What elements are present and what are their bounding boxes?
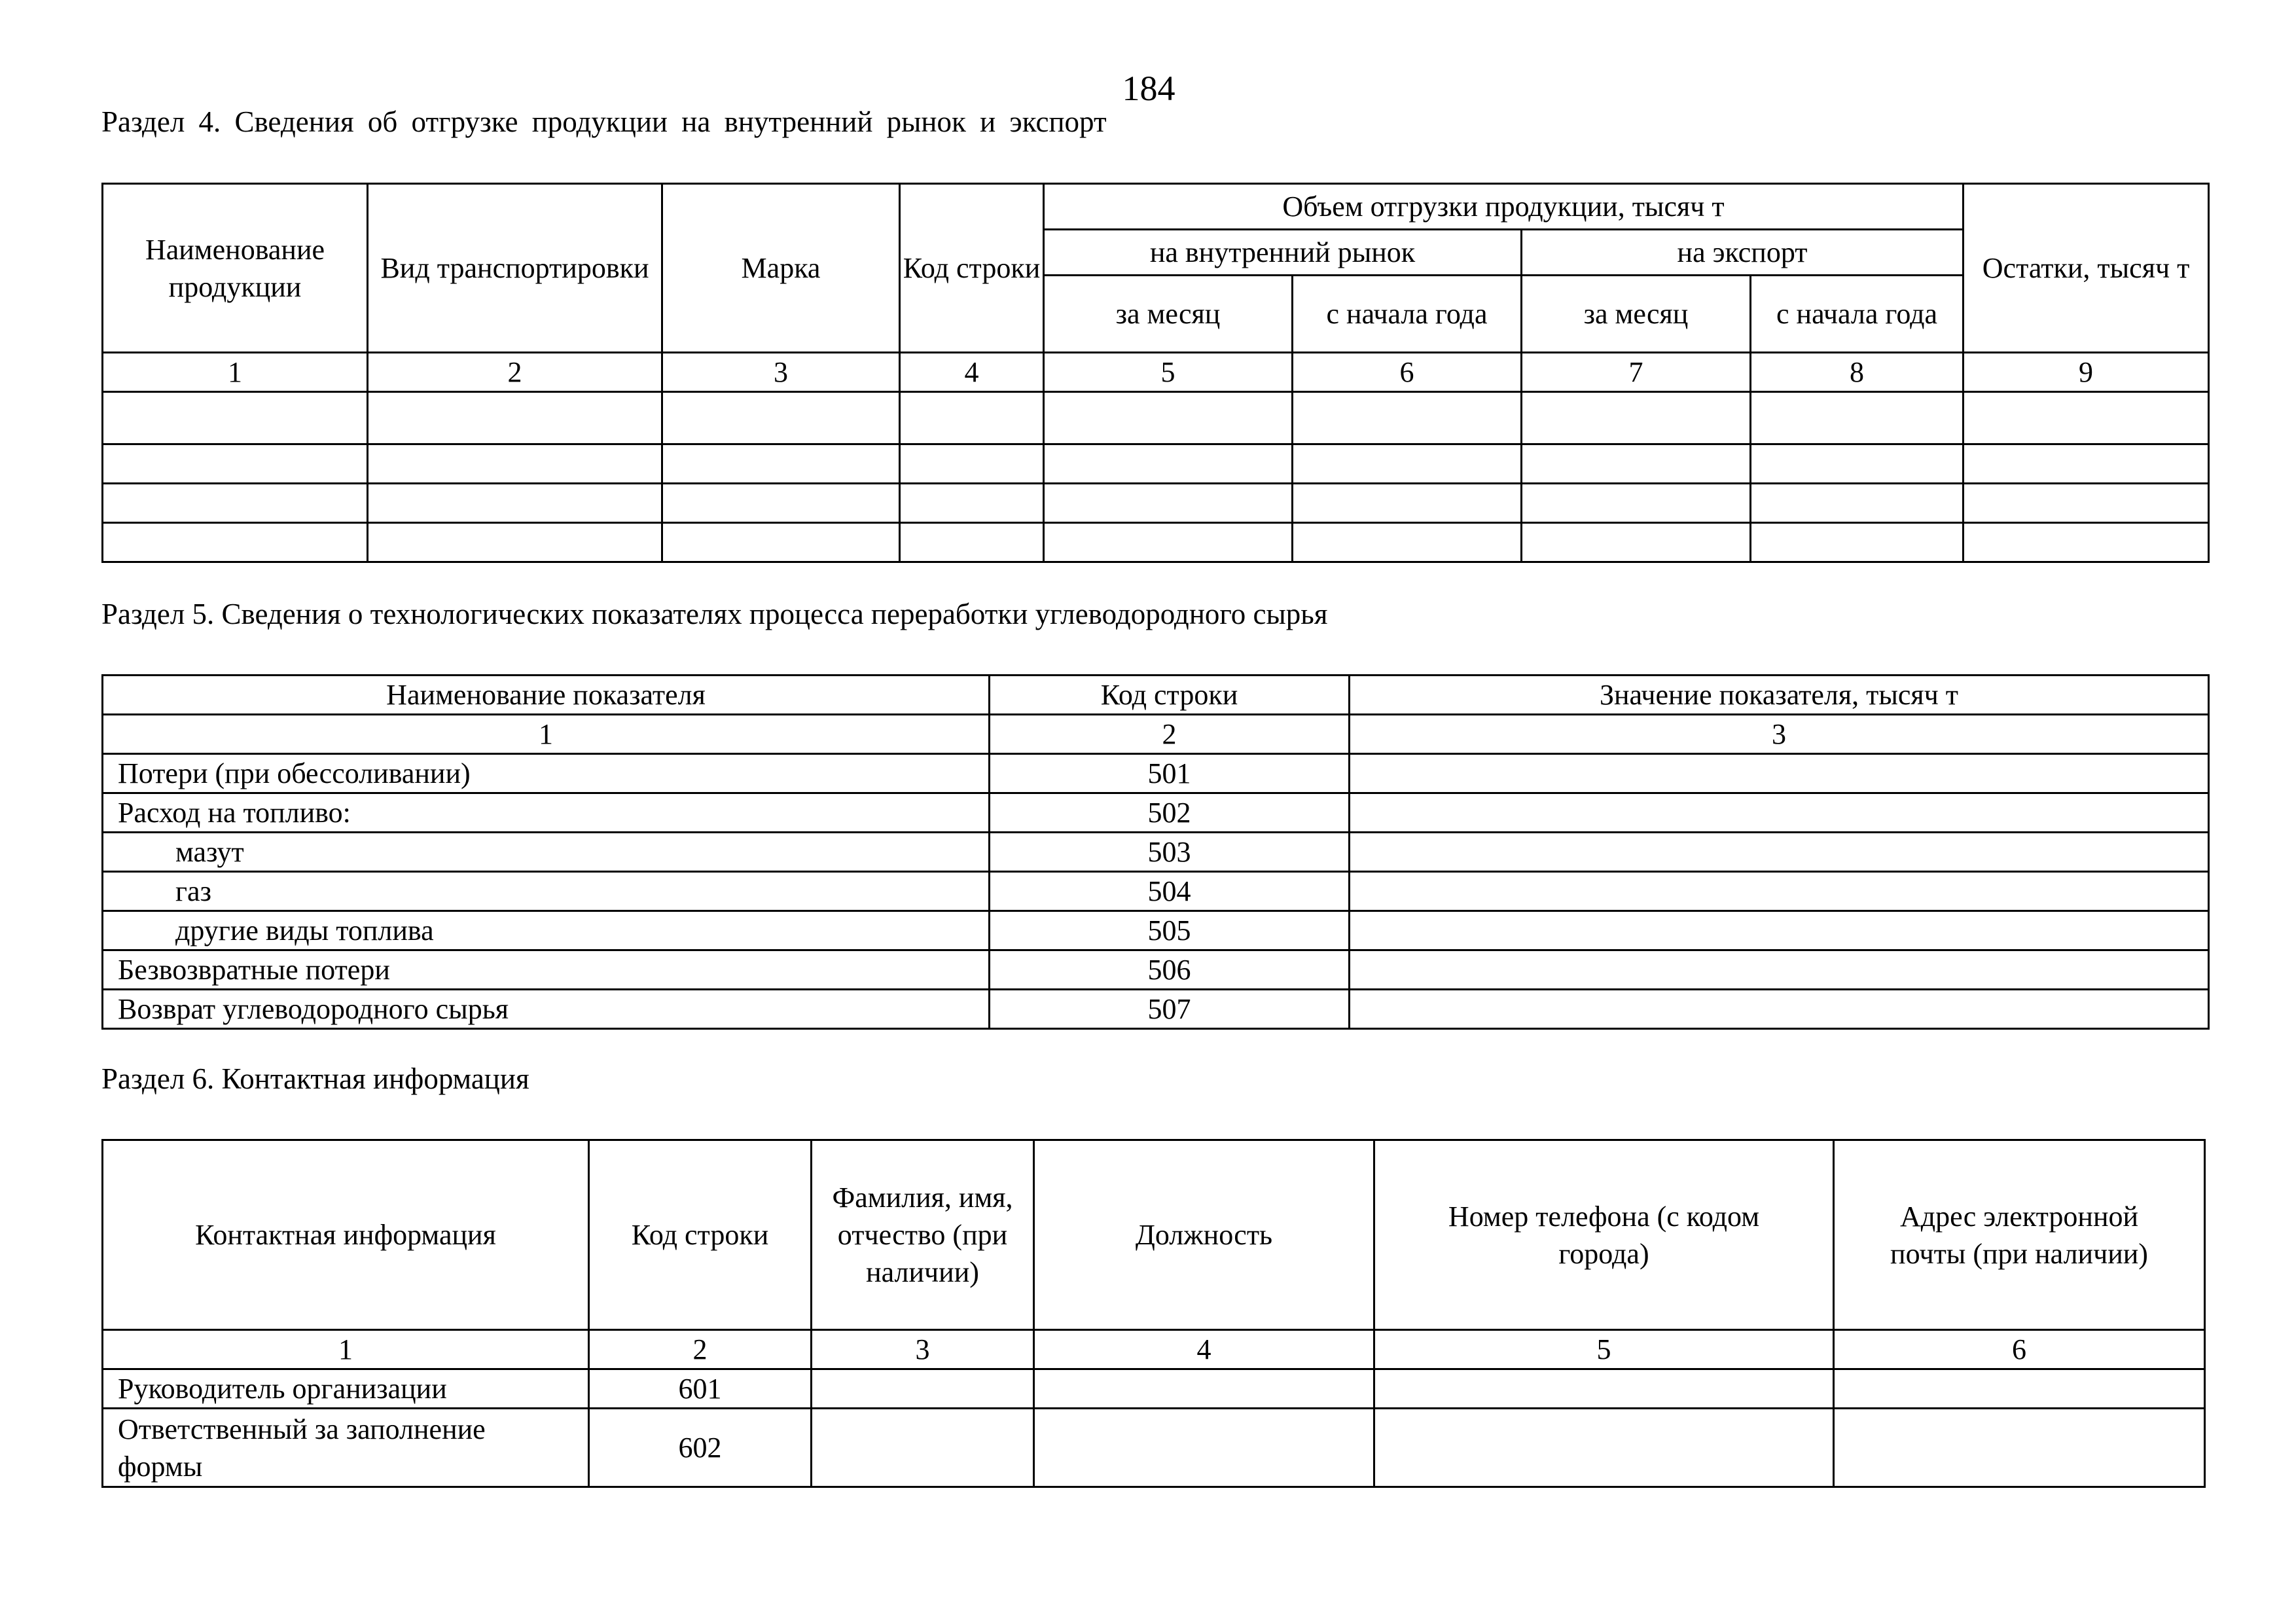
input-cell[interactable]: [1522, 523, 1751, 562]
header-balance: Остатки, тысяч т: [1964, 184, 2209, 353]
header-email: Адрес электронной почты (при наличии): [1834, 1140, 2205, 1330]
input-cell[interactable]: [1522, 484, 1751, 523]
section6-table: [101, 1139, 2206, 1488]
column-number: 3: [1350, 715, 2209, 754]
input-cell[interactable]: [1293, 484, 1522, 523]
input-cell[interactable]: [1044, 392, 1293, 444]
section5-title: Раздел 5. Сведения о технологических показателях процесса переработки углеводородного сырья: [101, 598, 1328, 630]
contact-role: Руководитель организации: [103, 1369, 589, 1409]
value-cell[interactable]: [1350, 950, 2209, 990]
input-cell[interactable]: [1834, 1409, 2205, 1487]
input-cell[interactable]: [368, 444, 662, 484]
input-cell[interactable]: [1751, 392, 1964, 444]
row-code: 602: [589, 1409, 812, 1487]
input-cell[interactable]: [1293, 523, 1522, 562]
indicator-name: мазут: [103, 833, 990, 872]
column-number: 2: [990, 715, 1350, 754]
header-domestic-month: за месяц: [1044, 276, 1293, 353]
table-row: [103, 1409, 2205, 1487]
input-cell[interactable]: [1751, 523, 1964, 562]
input-cell[interactable]: [1293, 444, 1522, 484]
column-number: 7: [1522, 353, 1751, 392]
section5-table: [101, 674, 2210, 1030]
input-cell[interactable]: [1964, 523, 2209, 562]
input-cell[interactable]: [368, 392, 662, 444]
header-domestic-ytd: с начала года: [1293, 276, 1522, 353]
input-cell[interactable]: [1374, 1369, 1834, 1409]
input-cell[interactable]: [368, 523, 662, 562]
section6-title: Раздел 6. Контактная информация: [101, 1062, 529, 1095]
column-number: 2: [368, 353, 662, 392]
input-cell[interactable]: [1374, 1409, 1834, 1487]
input-cell[interactable]: [103, 444, 368, 484]
row-code: 504: [990, 872, 1350, 911]
table-row: [103, 754, 2209, 793]
section4-title: Раздел 4. Сведения об отгрузке продукции на внутренний рынок и экспорт: [101, 105, 1107, 138]
table-row: [103, 911, 2209, 950]
table-row: [103, 1369, 2205, 1409]
column-number: 1: [103, 353, 368, 392]
header-product-name: Наименование продукции: [103, 184, 368, 353]
header-row-code: Код строки: [990, 676, 1350, 715]
input-cell[interactable]: [900, 484, 1044, 523]
row-code: 507: [990, 990, 1350, 1029]
indicator-name: другие виды топлива: [103, 911, 990, 950]
input-cell[interactable]: [900, 392, 1044, 444]
header-indicator-name: Наименование показателя: [103, 676, 990, 715]
input-cell[interactable]: [1034, 1409, 1374, 1487]
indicator-name: газ: [103, 872, 990, 911]
indicator-name: Расход на топливо:: [103, 793, 990, 833]
table-row: [103, 872, 2209, 911]
value-cell[interactable]: [1350, 793, 2209, 833]
column-number: 1: [103, 1330, 589, 1369]
header-contact-info: Контактная информация: [103, 1140, 589, 1330]
header-transport-type: Вид транспортировки: [368, 184, 662, 353]
column-number-row: [103, 1330, 2205, 1369]
value-cell[interactable]: [1350, 833, 2209, 872]
value-cell[interactable]: [1350, 872, 2209, 911]
column-number: 6: [1834, 1330, 2205, 1369]
indicator-name: Потери (при обессоливании): [103, 754, 990, 793]
input-cell[interactable]: [900, 444, 1044, 484]
header-indicator-value: Значение показателя, тысяч т: [1350, 676, 2209, 715]
indicator-name: Безвозвратные потери: [103, 950, 990, 990]
input-cell[interactable]: [662, 484, 900, 523]
input-cell[interactable]: [103, 484, 368, 523]
header-phone: Номер телефона (с кодом города): [1374, 1140, 1834, 1330]
table-row: [103, 833, 2209, 872]
table-row: [103, 484, 2209, 523]
column-number: 4: [900, 353, 1044, 392]
column-number-row: [103, 353, 2209, 392]
contact-role: Ответственный за заполнение формы: [103, 1409, 589, 1487]
row-code: 505: [990, 911, 1350, 950]
input-cell[interactable]: [368, 484, 662, 523]
page-number: 184: [1122, 69, 1175, 108]
input-cell[interactable]: [1044, 523, 1293, 562]
input-cell[interactable]: [812, 1409, 1034, 1487]
input-cell[interactable]: [1522, 392, 1751, 444]
table-row: [103, 793, 2209, 833]
column-number: 5: [1044, 353, 1293, 392]
column-number: 1: [103, 715, 990, 754]
header-position: Должность: [1034, 1140, 1374, 1330]
input-cell[interactable]: [1964, 444, 2209, 484]
table-row: [103, 444, 2209, 484]
header-shipment-volume: Объем отгрузки продукции, тысяч т: [1044, 184, 1964, 230]
input-cell[interactable]: [1964, 484, 2209, 523]
value-cell[interactable]: [1350, 990, 2209, 1029]
header-export: на экспорт: [1522, 230, 1964, 276]
table-row: [103, 523, 2209, 562]
indicator-name: Возврат углеводородного сырья: [103, 990, 990, 1029]
input-cell[interactable]: [1293, 392, 1522, 444]
input-cell[interactable]: [1044, 444, 1293, 484]
header-brand: Марка: [662, 184, 900, 353]
input-cell[interactable]: [103, 392, 368, 444]
header-full-name: Фамилия, имя, отчество (при наличии): [812, 1140, 1034, 1330]
input-cell[interactable]: [1751, 444, 1964, 484]
column-number: 8: [1751, 353, 1964, 392]
column-number: 5: [1374, 1330, 1834, 1369]
header-row-code: Код строки: [900, 184, 1044, 353]
section4-table: [101, 183, 2210, 563]
row-code: 506: [990, 950, 1350, 990]
header-domestic-market: на внутренний рынок: [1044, 230, 1522, 276]
input-cell[interactable]: [662, 444, 900, 484]
input-cell[interactable]: [1834, 1369, 2205, 1409]
column-number: 2: [589, 1330, 812, 1369]
row-code: 601: [589, 1369, 812, 1409]
input-cell[interactable]: [812, 1369, 1034, 1409]
column-number: 3: [812, 1330, 1034, 1369]
column-number: 6: [1293, 353, 1522, 392]
row-code: 501: [990, 754, 1350, 793]
input-cell[interactable]: [1751, 484, 1964, 523]
column-number: 4: [1034, 1330, 1374, 1369]
input-cell[interactable]: [1034, 1369, 1374, 1409]
input-cell[interactable]: [662, 392, 900, 444]
input-cell[interactable]: [1044, 484, 1293, 523]
input-cell[interactable]: [900, 523, 1044, 562]
column-number: 9: [1964, 353, 2209, 392]
header-export-ytd: с начала года: [1751, 276, 1964, 353]
value-cell[interactable]: [1350, 754, 2209, 793]
header-row-code: Код строки: [589, 1140, 812, 1330]
input-cell[interactable]: [662, 523, 900, 562]
table-row: [103, 950, 2209, 990]
row-code: 503: [990, 833, 1350, 872]
row-code: 502: [990, 793, 1350, 833]
input-cell[interactable]: [1522, 444, 1751, 484]
header-export-month: за месяц: [1522, 276, 1751, 353]
column-number-row: [103, 715, 2209, 754]
table-row: [103, 392, 2209, 444]
input-cell[interactable]: [1964, 392, 2209, 444]
value-cell[interactable]: [1350, 911, 2209, 950]
column-number: 3: [662, 353, 900, 392]
table-row: [103, 990, 2209, 1029]
input-cell[interactable]: [103, 523, 368, 562]
